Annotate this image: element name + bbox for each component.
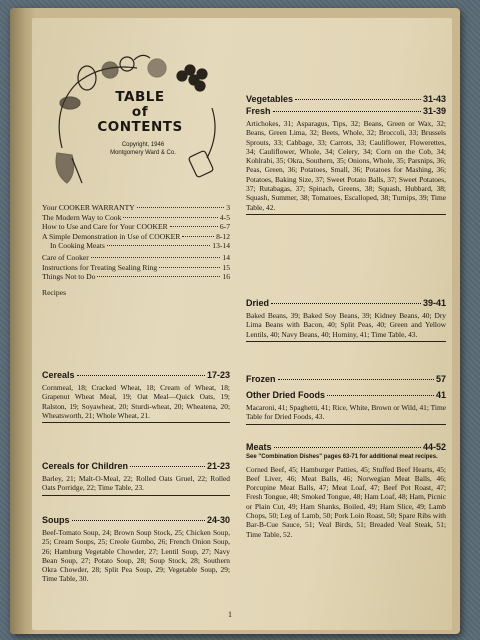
copyright-year: Copyright, 1946 — [121, 142, 165, 148]
section-cereals — [42, 370, 230, 423]
section-pages: 31-39 — [422, 106, 446, 116]
section-pages: 21-23 — [206, 461, 230, 471]
entry-page: 16 — [222, 272, 230, 282]
recipes-label: Recipes — [42, 287, 67, 297]
section-other-dried-foods — [246, 390, 446, 425]
entry-label: How to Use and Care for Your COOKER — [42, 222, 168, 232]
entry-label: The Modern Way to Cook — [42, 212, 122, 222]
section-body: Barley, 21; Malt-O-Meal, 22; Rolled Oats Gruel, 22; Rolled Oats Porridge, 22; Time Table, 23. — [42, 474, 230, 493]
section-cereals-for-children — [42, 461, 230, 496]
booklet — [10, 8, 460, 634]
entry-label: In Cooking Meats — [50, 241, 105, 251]
section-soups — [42, 515, 230, 584]
section-title: Meats — [246, 442, 272, 452]
section-title: Dried — [246, 298, 270, 308]
section-title: Other Dried Foods — [246, 390, 326, 400]
section-title: Vegetables — [246, 94, 294, 104]
title-line-1: TABLE — [115, 89, 165, 105]
entry-label: Care of Cooker — [42, 252, 89, 262]
section-meats — [246, 442, 446, 539]
title-line-3: CONTENTS — [97, 119, 183, 135]
entry-page: 4-5 — [219, 212, 230, 222]
entry-page: 3 — [226, 203, 230, 212]
toc-entry — [42, 241, 230, 251]
copyright-owner: Montgomery Ward & Co. — [110, 150, 176, 156]
entry-page: 13-14 — [212, 241, 230, 251]
toc-entry — [42, 203, 230, 213]
section-pages: 41 — [435, 390, 446, 400]
section-body: Macaroni, 41; Spaghetti, 41; Rice, White, Brown or Wild, 41; Time Table for Dried Foods, 43. — [246, 403, 446, 422]
section-body: Beef-Tomato Soup, 24; Brown Soup Stock, 25; Chicken Soup, 25; Cream Soups, 25; Creole Gumbo, 26; French Onion Soup, 26; Hamburg Vegetable Chowder, 27; Lentil Soup, 27; Navy Bean Soup, 27; Potato Soup, 28; Soup Stock, 28; Southern Okra Chowder, 28; Split Pea Soup, 29; Vegetable Soup, 29; Time Table, 30. — [42, 528, 230, 584]
toc-entry — [42, 253, 230, 263]
section-frozen — [246, 374, 446, 384]
entry-page: 6-7 — [219, 222, 230, 232]
title-line-2: of — [131, 104, 149, 120]
toc-entry — [42, 263, 230, 273]
section-pages: 31-43 — [422, 94, 446, 104]
section-pages: 39-41 — [422, 298, 446, 308]
entry-page: 14 — [222, 252, 230, 262]
toc-entry — [42, 272, 230, 282]
toc-entry — [42, 222, 230, 232]
entry-label: Things Not to Do — [42, 272, 96, 282]
section-pages: 57 — [435, 374, 446, 384]
section-title: Cereals for Children — [42, 461, 129, 471]
section-title: Cereals — [42, 370, 75, 380]
entry-label: A Simple Demonstration in Use of COOKER — [42, 231, 181, 241]
entry-page: 15 — [222, 262, 230, 272]
entry-label: Your COOKER WARRANTY — [42, 203, 135, 212]
entry-page: 8-12 — [216, 231, 230, 241]
section-dried — [246, 298, 446, 342]
toc-entry — [42, 232, 230, 242]
contents-page — [32, 18, 452, 630]
front-matter-list — [42, 203, 230, 297]
section-body: Baked Beans, 39; Baked Soy Beans, 39; Kidney Beans, 40; Dry Lima Beans with Bacon, 40; Split Peas, 40; Green and Yellow Lentils, 40; Navy Beans, 40; Hominy, 41; Time Table, 43. — [246, 311, 446, 339]
section-vegetables — [246, 94, 446, 215]
section-body: Corned Beef, 45; Hamburger Patties, 45; Stuffed Beef Hearts, 45; Beef Liver, 46; Meat Balls, 46; Norwegian Meat Balls, 46; Porcupine Meat Balls, 47; Meat Loaf, 47; Beef Pot Roast, 47; Fresh Tongue, 48; Smoked Tongue, 48; Ham Loaf, 48; Ham, Picnic or Plain Cut, 49; Ham Shanks, Boiled, 49; Ham Slice, 49; Lamb Chops, 50; Leg of Lamb, 50; Pork Loin Roast, 50; Spare Ribs with Bar-B-Cue Sauce, 51; Veal Birds, 51; Breaded Veal Steak, 51; Time Table, 52. — [246, 464, 446, 539]
copyright-notice — [88, 141, 198, 157]
page-number: 1 — [228, 610, 232, 619]
section-title: Frozen — [246, 374, 276, 384]
section-body: Cornmeal, 18; Cracked Wheat, 18; Cream of Wheat, 18; Grapenut Wheat Meal, 19; Oat Meal—Quick Oats, 19; Ralston, 19; Soyawheat, 20; Sturdi-wheat, 20; Wheatena, 20; Wheatsworth, 21; Whole Wheat, 21. — [42, 383, 230, 420]
section-body: Artichokes, 31; Asparagus, Tips, 32; Beans, Green or Wax, 32; Beans, Green Lima, 32; Beets, Whole, 32; Broccoli, 33; Brussels Sprouts, 33; Cabbage, 33; Carrots, 33; Cauliflower, Flowerettes, 34; Cauliflower, Whole, 34; Celery, 34; Corn on the Cob, 34; Kohlrabi, 35; Okra, Southern, 35; Onions, Whole, 35; Parsnips, 36; Peas, Green, 36; Potatoes, Small, 36; Potatoes for Mashing, 36; Potatoes, Baking Size, 37; Sweet Potato Balls, 37; Sweet Potatoes, 37; Rutabagas, 37; Spinach, Greens, 38; Squash, Hubbard, 38; Squash, Summer, 38; Tomatoes, Escalloped, 38; Turnips, 39; Time Table, 42. — [246, 119, 446, 212]
section-title: Soups — [42, 515, 70, 525]
section-pages: 17-23 — [206, 370, 230, 380]
entry-label: Instructions for Treating Sealing Ring — [42, 262, 158, 272]
section-title: Fresh — [246, 106, 271, 116]
toc-entry — [42, 213, 230, 223]
section-pages: 24-30 — [206, 515, 230, 525]
section-pages: 44-52 — [422, 442, 446, 452]
toc-title — [90, 90, 190, 135]
section-note: See "Combination Dishes" pages 63-71 for additional meat recipes. — [246, 454, 438, 460]
